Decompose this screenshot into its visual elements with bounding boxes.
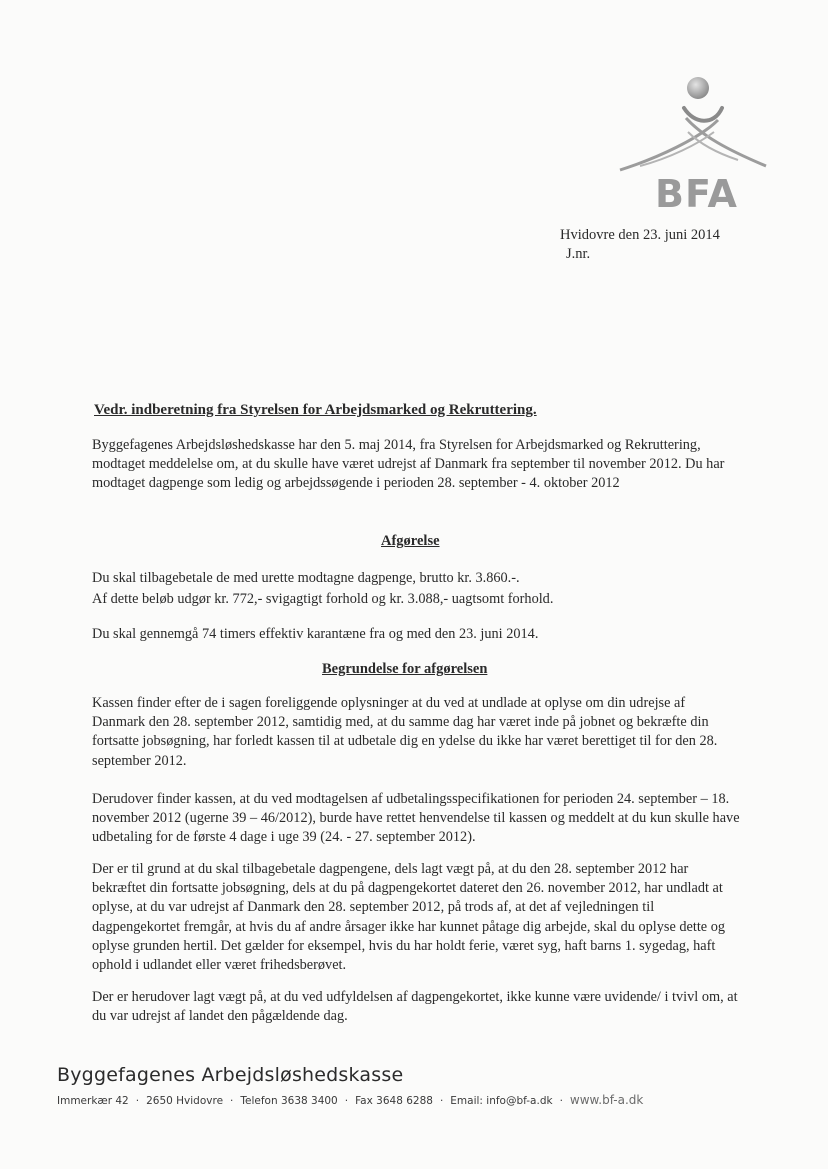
subject-line: Vedr. indberetning fra Styrelsen for Arbejdsmarked og Rekruttering.: [94, 402, 537, 418]
reasoning-paragraph-3: Der er til grund at du skal tilbagebetale dagpengene, dels lagt vægt på, at du den 28. september 2012 har bekræftet din fortsatte jobsøgning, dels at du på dagpengekortet dateret den 26. november 2012, har undladt at oplyse, at du var udrejst af Danmark den 28. september 2012, på trods af, at det af vejledningen til dagpengekortet fremgår, at hvis du af andre årsager ikke har kunnet påtage dig arbejde, skal du oplyse dette og oplyse grunden hertil. Det gælder for eksempel, hvis du har holdt ferie, været syg, haft barns 1. sygedag, haft ophold i udlandet eller været frihedsberøvet.: [92, 861, 726, 974]
footer-city: 2650 Hvidovre: [146, 1095, 224, 1107]
decision-heading: Afgørelse: [381, 533, 440, 549]
reasoning-heading: Begrundelse for afgørelsen: [322, 661, 488, 677]
decision-line-1: Du skal tilbagebetale de med urette modtagne dagpenge, brutto kr. 3.860.-.: [92, 570, 520, 586]
footer-website: www.bf-a.dk: [569, 1093, 644, 1107]
journal-number: J.nr.: [566, 246, 591, 262]
place-date: Hvidovre den 23. juni 2014: [560, 227, 720, 243]
scan-ghost-text: [120, 92, 550, 108]
footer-contact: Immerkær 42 · 2650 Hvidovre · Telefon 3638 3400 · Fax 3648 6288 · Email: info@bf-a.dk · www.bf-a.dk: [57, 1093, 644, 1107]
reasoning-paragraph-1: Kassen finder efter de i sagen foreliggende oplysninger at du ved at undlade at oplyse om din udrejse af Danmark den 28. september 2012, samtidig med, at du samme dag har været inde på jobnet og bekræfte din fortsatte jobsøgning, har forledt kassen til at udbetale dig en ydelse du ikke har været berettiget til for den 28. september 2012.: [92, 695, 718, 769]
decision-line-3: Du skal gennemgå 74 timers effektiv karantæne fra og med den 23. juni 2014.: [92, 626, 539, 642]
reasoning-paragraph-2: Derudover finder kassen, at du ved modtagelsen af udbetalingsspecifikationen for perioden 24. september – 18. november 2012 (ugerne 39 – 46/2012), burde have rettet henvendelse til kassen og meddelt at du kun skulle have udbetaling for de første 4 dage i uge 39 (24. - 27. september 2012).: [92, 791, 740, 846]
logo-wordmark: BFA: [655, 172, 738, 216]
footer-organisation: Byggefagenes Arbejdsløshedskasse: [57, 1064, 404, 1086]
dateline: [560, 226, 720, 264]
intro-paragraph: Byggefagenes Arbejdsløshedskasse har den 5. maj 2014, fra Styrelsen for Arbejdsmarked og Rekruttering, modtaget meddelelse om, at du skulle have været udrejst af Danmark fra september til november 2012. Du har modtaget dagpenge som ledig og arbejdssøgende i perioden 28. september - 4. oktober 2012: [92, 437, 725, 492]
footer-fax: Fax 3648 6288: [355, 1095, 433, 1107]
reasoning-paragraph-4: Der er herudover lagt vægt på, at du ved udfyldelsen af dagpengekortet, ikke kunne være uvidende/ i tvivl om, at du var udrejst af landet den pågældende dag.: [92, 989, 738, 1025]
decision-line-2: Af dette beløb udgør kr. 772,- svigagtigt forhold og kr. 3.088,- uagtsomt forhold.: [92, 591, 554, 607]
footer-phone: Telefon 3638 3400: [240, 1095, 338, 1107]
footer-email: Email: info@bf-a.dk: [450, 1095, 553, 1107]
footer-address: Immerkær 42: [57, 1095, 129, 1107]
